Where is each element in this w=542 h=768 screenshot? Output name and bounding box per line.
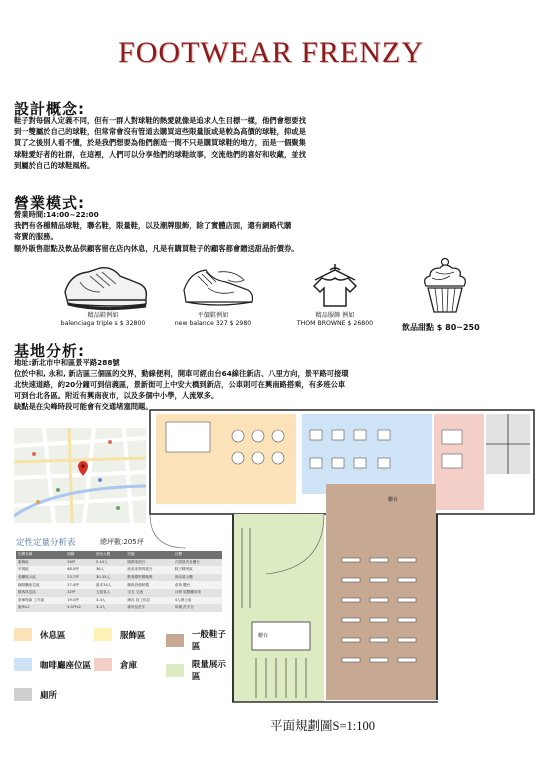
- legend-label: 咖啡廳座位區: [40, 660, 92, 671]
- table-cell: 倉庫物資 工作區: [16, 597, 65, 605]
- product-label: 精品鞋例如: [87, 312, 119, 319]
- product-label: 精品服飾 例如: [315, 312, 355, 319]
- table-cell: 交友 交流: [125, 589, 172, 597]
- concept-line: 到一雙屬於自己的球鞋，但常常會沒有管道去購買這些限量版或是較為高價的球鞋，抑或是: [14, 127, 306, 137]
- site-line: 北快速道路，約20分鐘可到信義區，景新街可上中安大橋到新店，公車則可在興南路搭乘，有多班公車: [14, 380, 346, 389]
- legend-swatch: [94, 658, 112, 671]
- product-detail: balenciaga triple s $ 32800: [60, 320, 146, 327]
- tshirt-icon: [310, 262, 360, 310]
- legend-item: [94, 628, 146, 641]
- legend-label: 廁所: [40, 690, 58, 701]
- table-cell: 19.5坪: [65, 597, 94, 605]
- table-cell: 最多34人: [94, 581, 125, 589]
- floorplan-caption: 平面規劃圖S=1:100: [270, 719, 375, 733]
- site-map: [14, 428, 146, 523]
- product-detail: new balance 327 $ 2980: [174, 320, 252, 327]
- product-budget-shoe: [148, 312, 278, 328]
- legend-label: 倉庫: [120, 660, 138, 671]
- table-cell: 咖啡設備吧檯: [125, 581, 172, 589]
- table-cell: 5-10人: [94, 559, 125, 567]
- table-cell: 桌椅 櫃台: [173, 581, 222, 589]
- table-cell: 23.7坪: [65, 574, 94, 582]
- table-cell: 庫存 員工休息: [125, 597, 172, 605]
- table-cell: 服飾架展台: [125, 559, 172, 567]
- site-line: 地址:新北市中和區景平路288號: [14, 358, 120, 367]
- table-cell: 4人辦公桌: [173, 597, 222, 605]
- site-line: 缺點是在尖峰時段可能會有交通堵塞問題。: [14, 402, 153, 411]
- table-cell: 餐廳展示區: [16, 574, 65, 582]
- concept-text: [14, 115, 534, 171]
- table-cell: 衣服展列及櫃台: [173, 559, 222, 567]
- business-heading: 營業模式:: [14, 194, 85, 212]
- product-dessert: 飲品甜點 $ 80~250: [402, 323, 480, 332]
- analysis-title: 定性定量分析表: [16, 538, 76, 548]
- concept-line: 鞋子對每個人定義不同，但有一群人對球鞋的熱愛就像是追求人生目標一樣，他們會想要找: [14, 116, 306, 125]
- legend-swatch: [14, 628, 32, 641]
- sneaker-icon: [60, 262, 150, 314]
- table-cell: 4.5坪x2: [65, 604, 94, 612]
- table-cell: 廁所及洗手: [125, 604, 172, 612]
- legend-item: [14, 688, 57, 701]
- table-cell: 36人: [94, 566, 125, 574]
- table-cell: 30-35人: [94, 574, 125, 582]
- table-cell: 咖啡廳座位區: [16, 581, 65, 589]
- legend-item: [14, 628, 66, 641]
- table-header-cell: 空間名稱: [16, 551, 65, 559]
- concept-heading: 設計概念:: [14, 100, 85, 118]
- table-cell: 服飾區: [16, 559, 65, 567]
- concept-line: 到屬於自己的球鞋風格。: [14, 160, 95, 170]
- legend-swatch: [14, 658, 32, 671]
- table-cell: 68.5坪: [65, 566, 94, 574]
- product-apparel: [280, 312, 390, 328]
- legend-swatch: [94, 628, 112, 641]
- concept-line: 買了之後別人看不懂，於是我們想要為他們創造一間不只是購買球鞋的地方，而是一個聚集: [14, 138, 306, 148]
- table-cell: 32坪: [65, 589, 94, 597]
- table-cell: 顧客休息區: [16, 589, 65, 597]
- product-label: 平價鞋例如: [197, 312, 229, 319]
- table-cell: 27.4坪: [65, 581, 94, 589]
- business-text: [14, 209, 534, 254]
- table-header-cell: 面積: [65, 551, 94, 559]
- legend-label: 一般鞋子區: [191, 630, 226, 652]
- counter-label: 櫃台: [388, 497, 399, 503]
- table-cell: 廁所x2: [16, 604, 65, 612]
- floor-plan: [146, 408, 538, 708]
- site-line: 位於中和, 永和, 新店區三個區的交界，動線便利，開車可經由台64線往新店、八里方向，景平路可接環: [14, 369, 349, 378]
- table-cell: 3-4人: [94, 604, 125, 612]
- legend-label: 休息區: [40, 630, 66, 641]
- legend-swatch: [14, 688, 32, 701]
- table-cell: 點餐臺吧檯咖啡: [125, 574, 172, 582]
- counter-label: 櫃台: [258, 633, 269, 639]
- analysis-total: 總坪數:205坪: [100, 538, 144, 546]
- business-line: 我們有各種精品球鞋，聯名鞋，限量鞋，以及潮牌服飾，除了實體店面，還有網路代購: [14, 221, 292, 231]
- table-cell: 馬桶,洗手台: [173, 604, 222, 612]
- business-line: 營業時間:14:00~22:00: [14, 210, 99, 219]
- page-title: FOOTWEAR FRENZY: [118, 36, 424, 69]
- legend-label: 服飾區: [120, 630, 146, 641]
- table-header-cell: 目標: [173, 551, 222, 559]
- table-cell: 鞋子陳列區: [173, 566, 222, 574]
- table-cell: 五組客人: [94, 589, 125, 597]
- concept-line: 球鞋愛好者的社群，在這裡，人們可以分享他們的球鞋故事，交流他們的喜好和收藏，並找: [14, 149, 306, 159]
- business-line: 額外販售甜點及飲品供顧客留在店內休息，凡是有購買鞋子的顧客都會贈送甜品折價券。: [14, 243, 299, 253]
- legend-item: [94, 658, 137, 671]
- table-cell: 26坪: [65, 559, 94, 567]
- table-header-cell: 設備: [125, 551, 172, 559]
- table-cell: 商品展示櫃: [173, 574, 222, 582]
- site-line: 可到台北各區。附近有興南夜市，以及多個中小學，人流眾多。: [14, 391, 219, 400]
- business-line: 寄賣的服務。: [14, 232, 58, 242]
- table-cell: 沙發 展覽櫃桌椅: [173, 589, 222, 597]
- table-cell: 甲餐區: [16, 566, 65, 574]
- sneaker-sketch-icon: [178, 262, 258, 312]
- legend-item: [14, 658, 91, 671]
- legend-label: 限量展示區: [191, 660, 226, 682]
- site-heading: 基地分析:: [14, 342, 85, 360]
- table-cell: 座桌床墊椅展台: [125, 566, 172, 574]
- cupcake-icon: [420, 256, 470, 316]
- table-header-cell: 使用人數: [94, 551, 125, 559]
- table-cell: 3-4人: [94, 597, 125, 605]
- site-text: [14, 357, 534, 412]
- product-detail: THOM BROWNE $ 26800: [296, 320, 374, 327]
